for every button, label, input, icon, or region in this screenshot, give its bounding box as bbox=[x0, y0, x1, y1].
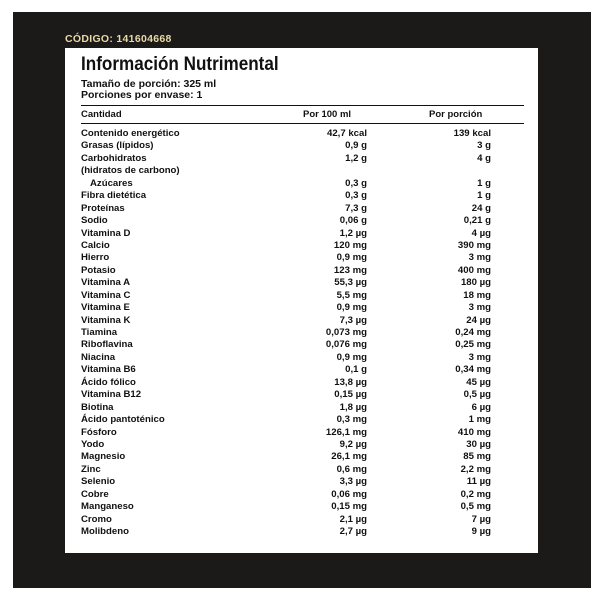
nutrient-name: Molibdeno bbox=[81, 526, 129, 537]
value-per-100ml: 1,2 g bbox=[345, 152, 367, 164]
table-row bbox=[81, 439, 524, 451]
header-rule-top bbox=[81, 105, 524, 106]
nutrient-name: Hierro bbox=[81, 252, 110, 264]
value-per-portion: 24 µg bbox=[466, 314, 491, 326]
table-row bbox=[81, 240, 524, 252]
value-per-100ml: 7,3 g bbox=[345, 202, 367, 214]
nutrient-name: Vitamina E bbox=[81, 302, 130, 314]
table-row bbox=[81, 277, 524, 289]
value-per-portion: 410 mg bbox=[457, 426, 491, 438]
nutrient-name: Biotina bbox=[81, 401, 114, 413]
nutrient-name: Vitamina C bbox=[81, 289, 131, 301]
nutrient-name: (hidratos de carbono) bbox=[81, 165, 180, 177]
table-row bbox=[81, 140, 524, 152]
table-row bbox=[81, 302, 524, 314]
nutrient-name: Vitamina B6 bbox=[81, 364, 136, 376]
value-per-100ml: 0,06 mg bbox=[331, 488, 367, 500]
table-row bbox=[81, 402, 524, 414]
value-per-100ml: 120 mg bbox=[333, 239, 367, 251]
nutrient-name: Niacina bbox=[81, 351, 116, 363]
nutrition-panel bbox=[65, 48, 538, 553]
value-per-100ml: 0,9 mg bbox=[336, 302, 367, 314]
value-per-portion: 85 mg bbox=[463, 451, 491, 463]
nutrient-name: Calcio bbox=[81, 239, 110, 251]
table-row bbox=[81, 290, 524, 302]
nutrient-name: Vitamina A bbox=[81, 277, 131, 289]
servings-per-container: Porciones por envase: 1 bbox=[81, 89, 203, 101]
value-per-portion: 11 µg bbox=[466, 476, 491, 488]
table-row bbox=[81, 252, 524, 264]
table-row bbox=[81, 215, 524, 227]
value-per-100ml: 0,9 g bbox=[345, 140, 367, 152]
nutrient-table bbox=[81, 128, 524, 538]
value-per-100ml: 0,06 g bbox=[339, 215, 367, 227]
table-row bbox=[81, 352, 524, 364]
nutrient-name: Fibra dietética bbox=[81, 190, 147, 202]
value-per-portion: 2,2 mg bbox=[460, 463, 491, 475]
value-per-portion: 400 mg bbox=[457, 264, 491, 276]
value-per-100ml: 0,076 mg bbox=[325, 339, 367, 351]
value-per-100ml: 0,1 g bbox=[345, 364, 367, 376]
table-row bbox=[81, 414, 524, 426]
value-per-portion: 0,24 mg bbox=[455, 327, 491, 338]
nutrient-name: Proteínas bbox=[81, 202, 125, 214]
value-per-portion: 24 g bbox=[471, 202, 491, 214]
table-row bbox=[81, 178, 524, 190]
nutrient-name: Zinc bbox=[81, 463, 101, 475]
table-row bbox=[81, 514, 524, 526]
value-per-100ml: 13,8 µg bbox=[334, 376, 367, 388]
product-code: CÓDIGO: 141604668 bbox=[65, 33, 172, 45]
value-per-100ml: 26,1 mg bbox=[331, 451, 367, 463]
table-row bbox=[81, 128, 524, 140]
column-header-per-100ml: Por 100 ml bbox=[303, 109, 352, 120]
table-row bbox=[81, 153, 524, 165]
value-per-portion: 0,2 mg bbox=[460, 488, 491, 500]
value-per-100ml: 55,3 µg bbox=[334, 277, 367, 289]
value-per-100ml: 5,5 mg bbox=[336, 289, 367, 301]
value-per-portion: 18 mg bbox=[463, 289, 491, 301]
value-per-portion: 4 g bbox=[477, 152, 491, 164]
nutrient-name: Selenio bbox=[81, 476, 116, 488]
panel-title: Información Nutrimental bbox=[81, 54, 279, 75]
value-per-100ml: 42,7 kcal bbox=[326, 128, 367, 139]
value-per-portion: 3 mg bbox=[468, 351, 491, 363]
nutrient-name: Cromo bbox=[81, 513, 112, 525]
value-per-portion: 0,21 g bbox=[463, 215, 491, 227]
table-row bbox=[81, 427, 524, 439]
value-per-portion: 30 µg bbox=[466, 438, 491, 450]
nutrient-name: Potasio bbox=[81, 264, 116, 276]
value-per-portion: 6 µg bbox=[471, 401, 491, 413]
table-row bbox=[81, 501, 524, 513]
value-per-portion: 0,25 mg bbox=[455, 339, 491, 351]
table-row bbox=[81, 203, 524, 215]
value-per-100ml: 0,9 mg bbox=[336, 351, 367, 363]
value-per-100ml: 0,6 mg bbox=[336, 463, 367, 475]
table-row bbox=[81, 489, 524, 501]
nutrient-name: Vitamina K bbox=[81, 314, 131, 326]
nutrient-name: Ácido fólico bbox=[81, 376, 136, 388]
value-per-100ml: 0,15 µg bbox=[334, 389, 367, 401]
value-per-portion: 139 kcal bbox=[453, 128, 491, 139]
value-per-portion: 0,34 mg bbox=[455, 364, 491, 376]
nutrient-name: Contenido energético bbox=[81, 128, 180, 139]
value-per-portion: 7 µg bbox=[471, 513, 491, 525]
value-per-portion: 0,5 µg bbox=[463, 389, 491, 401]
value-per-100ml: 126,1 mg bbox=[325, 426, 367, 438]
value-per-100ml: 0,3 g bbox=[345, 177, 367, 189]
value-per-portion: 4 µg bbox=[471, 227, 491, 239]
table-row bbox=[81, 526, 524, 538]
table-row bbox=[81, 265, 524, 277]
table-row bbox=[81, 339, 524, 351]
value-per-100ml: 7,3 µg bbox=[339, 314, 367, 326]
value-per-portion: 1 mg bbox=[468, 414, 491, 426]
table-row bbox=[81, 451, 524, 463]
nutrient-name: Riboflavina bbox=[81, 339, 133, 351]
table-row bbox=[81, 327, 524, 339]
value-per-portion: 0,5 mg bbox=[460, 501, 491, 513]
nutrient-name: Sodio bbox=[81, 215, 108, 227]
value-per-100ml: 0,073 mg bbox=[325, 327, 367, 338]
serving-size: Tamaño de porción: 325 ml bbox=[81, 78, 217, 90]
value-per-portion: 3 g bbox=[477, 140, 491, 152]
value-per-portion: 1 g bbox=[477, 177, 491, 189]
nutrient-name: Cobre bbox=[81, 488, 109, 500]
nutrient-name: Fósforo bbox=[81, 426, 117, 438]
nutrient-name: Magnesio bbox=[81, 451, 126, 463]
table-row bbox=[81, 464, 524, 476]
value-per-100ml: 3,3 µg bbox=[339, 476, 367, 488]
value-per-100ml: 9,2 µg bbox=[339, 438, 367, 450]
table-row bbox=[81, 364, 524, 376]
nutrient-name: Yodo bbox=[81, 438, 105, 450]
value-per-portion: 180 µg bbox=[460, 277, 491, 289]
value-per-100ml: 0,9 mg bbox=[336, 252, 367, 264]
table-row bbox=[81, 228, 524, 240]
value-per-portion: 390 mg bbox=[457, 239, 491, 251]
value-per-portion: 45 µg bbox=[466, 376, 491, 388]
value-per-100ml: 1,8 µg bbox=[339, 401, 367, 413]
table-row bbox=[81, 315, 524, 327]
value-per-100ml: 1,2 µg bbox=[339, 227, 367, 239]
nutrient-name: Vitamina B12 bbox=[81, 389, 142, 401]
nutrient-name: Azúcares bbox=[90, 177, 133, 189]
column-header-per-portion: Por porción bbox=[429, 109, 483, 120]
table-row bbox=[81, 377, 524, 389]
column-header-quantity: Cantidad bbox=[81, 109, 122, 120]
nutrient-name: Carbohidratos bbox=[81, 152, 147, 164]
value-per-portion: 1 g bbox=[477, 190, 491, 202]
table-row bbox=[81, 476, 524, 488]
nutrient-name: Ácido pantoténico bbox=[81, 414, 165, 426]
nutrient-name: Manganeso bbox=[81, 501, 134, 513]
value-per-100ml: 0,3 g bbox=[345, 190, 367, 202]
value-per-portion: 3 mg bbox=[468, 302, 491, 314]
table-row bbox=[81, 389, 524, 401]
table-row bbox=[81, 190, 524, 202]
value-per-100ml: 0,15 mg bbox=[331, 501, 367, 513]
value-per-portion: 9 µg bbox=[471, 526, 491, 537]
table-row bbox=[81, 165, 524, 177]
value-per-portion: 3 mg bbox=[468, 252, 491, 264]
nutrient-name: Vitamina D bbox=[81, 227, 131, 239]
value-per-100ml: 2,1 µg bbox=[339, 513, 367, 525]
header-rule-bottom bbox=[81, 123, 524, 124]
value-per-100ml: 2,7 µg bbox=[339, 526, 367, 537]
value-per-100ml: 0,3 mg bbox=[336, 414, 367, 426]
nutrient-name: Grasas (lípidos) bbox=[81, 140, 154, 152]
nutrient-name: Tiamina bbox=[81, 327, 118, 338]
value-per-100ml: 123 mg bbox=[333, 264, 367, 276]
